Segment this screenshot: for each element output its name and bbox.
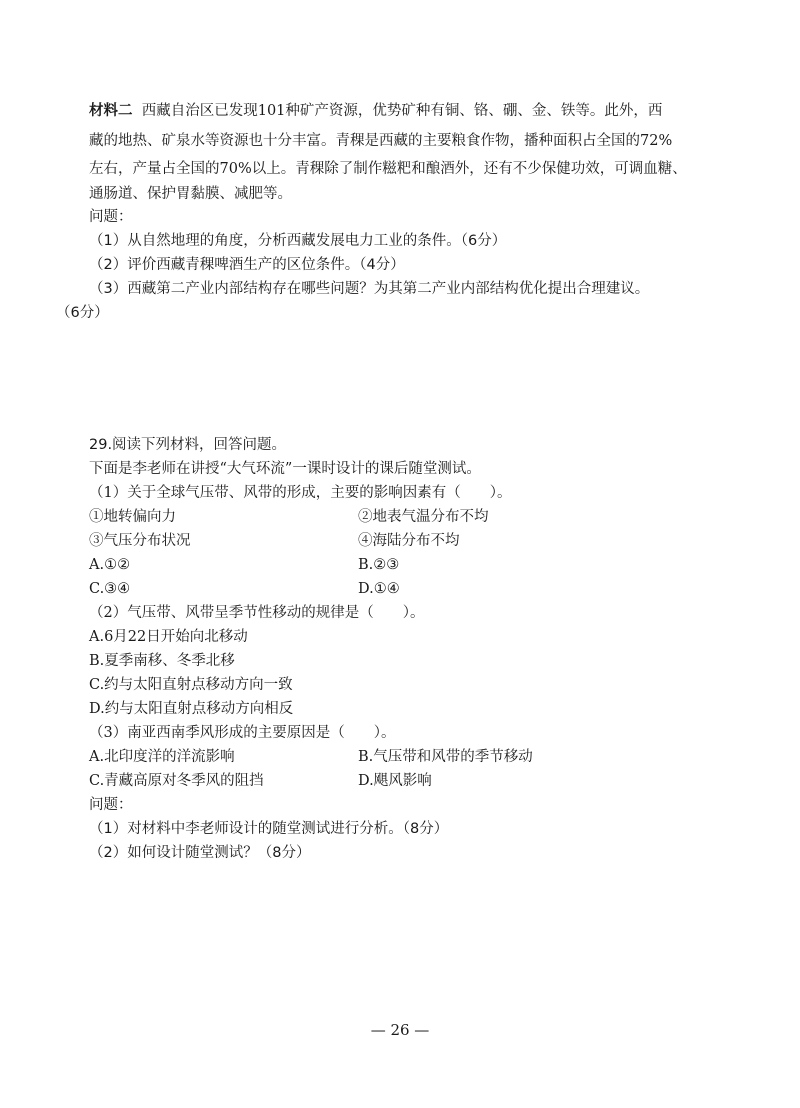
questions-heading: 问题： [89,209,133,225]
material2-text: 西藏自治区已发现101种矿产资源，优势矿种有铜、铬、硼、金、铁等。此外，西 [141,103,663,119]
q29-sub3-option-d: D.飓风影响 [358,773,432,789]
material2-label: 材料二 [89,103,133,119]
q29-sub1-option-a: A.①② [89,557,131,573]
question-2: （2）评价西藏青稞啤酒生产的区位条件。（4分） [89,257,405,273]
question-3-line2: （6分） [56,305,109,321]
material2-line2: 藏的地热、矿泉水等资源也十分丰富。青稞是西藏的主要粮食作物，播种面积占全国的72% [89,133,673,149]
q29-sub1-item2: ②地表气温分布不均 [358,509,489,525]
q29-sub2-option-b: B.夏季南移、冬季北移 [89,653,235,669]
q29-sub3-stem: （3）南亚西南季风形成的主要原因是（ ）。 [89,725,396,741]
q29-questions-heading: 问题： [89,797,133,813]
q29-sub1-option-b: B.②③ [358,557,400,573]
question-3-line1: （3）西藏第二产业内部结构存在哪些问题？为其第二产业内部结构优化提出合理建议。 [89,281,650,297]
q29-sub1-item3: ③气压分布状况 [89,533,191,549]
q29-sub3-option-c: C.青藏高原对冬季风的阻挡 [89,773,264,789]
q29-intro: 下面是李老师在讲授“大气环流”一课时设计的课后随堂测试。 [89,461,481,477]
q29-sub1-item1: ①地转偏向力 [89,509,176,525]
q29-question-2: （2）如何设计随堂测试？（8分） [89,845,311,861]
q29-sub3-option-a: A.北印度洋的洋流影响 [89,749,235,765]
q29-sub1-item4: ④海陆分布不均 [358,533,460,549]
q29-sub2-option-d: D.约与太阳直射点移动方向相反 [89,701,294,717]
q29-sub3-option-b: B.气压带和风带的季节移动 [358,749,533,765]
q29-title: 29.阅读下列材料，回答问题。 [89,437,287,453]
page-number: — 26 — [370,1021,430,1039]
q29-sub1-option-c: C.③④ [89,581,131,597]
q29-sub2-option-c: C.约与太阳直射点移动方向一致 [89,677,293,693]
material2-line3: 左右，产量占全国的70%以上。青稞除了制作糍粑和酿酒外，还有不少保健功效，可调血糖、 [89,161,687,177]
q29-sub1-stem: （1）关于全球气压带、风带的形成，主要的影响因素有（ ）。 [89,485,512,501]
q29-sub2-stem: （2）气压带、风带呈季节性移动的规律是（ ）。 [89,605,425,621]
material2-line4: 通肠道、保护胃黏膜、减肥等。 [89,186,292,202]
q29-sub1-option-d: D.①④ [358,581,400,597]
q29-sub2-option-a: A.6月22日开始向北移动 [89,629,248,645]
material2-line1 [89,101,662,121]
q29-question-1: （1）对材料中李老师设计的随堂测试进行分析。（8分） [89,821,449,837]
question-1: （1）从自然地理的角度，分析西藏发展电力工业的条件。（6分） [89,233,507,249]
